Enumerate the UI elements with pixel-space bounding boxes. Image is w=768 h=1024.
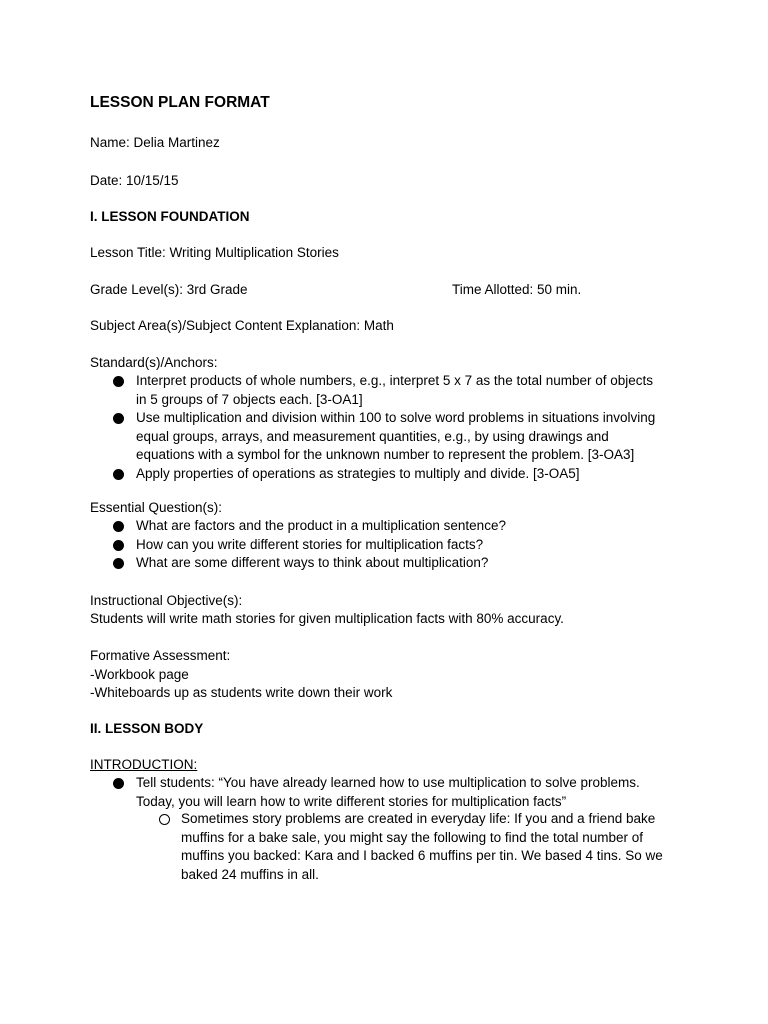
list-item-text: Interpret products of whole numbers, e.g., interpret 5 x 7 as the total number of objects	[136, 373, 654, 388]
time-allotted-field: Time Allotted: 50 min.	[452, 282, 582, 297]
lesson-title-field: Lesson Title: Writing Multiplication Stories	[90, 245, 339, 260]
list-item-text: equal groups, arrays, and measurement quantities, e.g., by using drawings and	[136, 428, 609, 444]
list-item-text: How can you write different stories for multiplication facts?	[136, 536, 484, 552]
list-item-text: muffins for a bake sale, you might say the following to find the total number of	[181, 829, 644, 845]
list-item	[112, 536, 692, 555]
date-field: Date: 10/15/15	[90, 173, 179, 188]
standards-list	[112, 372, 692, 483]
page-title: LESSON PLAN FORMAT	[90, 94, 270, 111]
formative-heading: Formative Assessment:	[90, 648, 231, 663]
list-item	[112, 774, 692, 811]
list-item-text: muffins you backed: Kara and I backed 6 muffins per tin. We based 4 tins. So we	[181, 848, 663, 863]
formative-item-workbook: -Workbook page	[90, 667, 189, 682]
grade-time-row	[90, 281, 650, 300]
objective-heading: Instructional Objective(s):	[90, 593, 243, 608]
list-item-text: Today, you will learn how to write different stories for multiplication facts”	[136, 793, 567, 809]
introduction-sublist	[158, 810, 678, 884]
list-item	[112, 372, 692, 409]
standards-heading: Standard(s)/Anchors:	[90, 355, 218, 370]
essential-questions-list	[112, 517, 692, 573]
hollow-bullet-icon	[159, 814, 170, 825]
list-item-text: Apply properties of operations as strategies to multiply and divide. [3-OA5]	[136, 465, 580, 481]
bullet-icon	[113, 778, 124, 789]
list-item-text: What are some different ways to think about multiplication?	[136, 555, 489, 570]
list-item-text: equations with a symbol for the unknown number to represent the problem. [3-OA3]	[136, 447, 635, 462]
list-item	[112, 554, 692, 573]
section-heading-body: II. LESSON BODY	[90, 721, 204, 736]
list-item	[112, 465, 692, 484]
essential-questions-heading: Essential Question(s):	[90, 500, 223, 515]
subject-area-field: Subject Area(s)/Subject Content Explanation: Math	[90, 318, 394, 333]
objective-text: Students will write math stories for given multiplication facts with 80% accuracy.	[90, 611, 564, 626]
list-item-text: in 5 groups of 7 objects each. [3-OA1]	[136, 391, 363, 407]
formative-item-whiteboards: -Whiteboards up as students write down their work	[90, 685, 393, 700]
introduction-list	[112, 774, 692, 811]
bullet-icon	[113, 558, 124, 569]
list-item	[112, 517, 692, 536]
introduction-heading: INTRODUCTION:	[90, 757, 198, 772]
list-item-text: Use multiplication and division within 100 to solve word problems in situations involving	[136, 410, 656, 425]
bullet-icon	[113, 521, 124, 532]
list-item-text: Sometimes story problems are created in everyday life: If you and a friend bake	[181, 811, 656, 826]
name-field: Name: Delia Martinez	[90, 135, 220, 150]
bullet-icon	[113, 469, 124, 480]
bullet-icon	[113, 413, 124, 424]
list-item	[158, 810, 678, 884]
section-heading-foundation: I. LESSON FOUNDATION	[90, 209, 250, 224]
list-item	[112, 409, 692, 465]
grade-level-field: Grade Level(s): 3rd Grade	[90, 282, 248, 297]
bullet-icon	[113, 540, 124, 551]
list-item-text: What are factors and the product in a multiplication sentence?	[136, 518, 506, 533]
list-item-text: baked 24 muffins in all.	[181, 866, 319, 882]
bullet-icon	[113, 376, 124, 387]
list-item-text: Tell students: “You have already learned how to use multiplication to solve problems.	[136, 775, 640, 790]
